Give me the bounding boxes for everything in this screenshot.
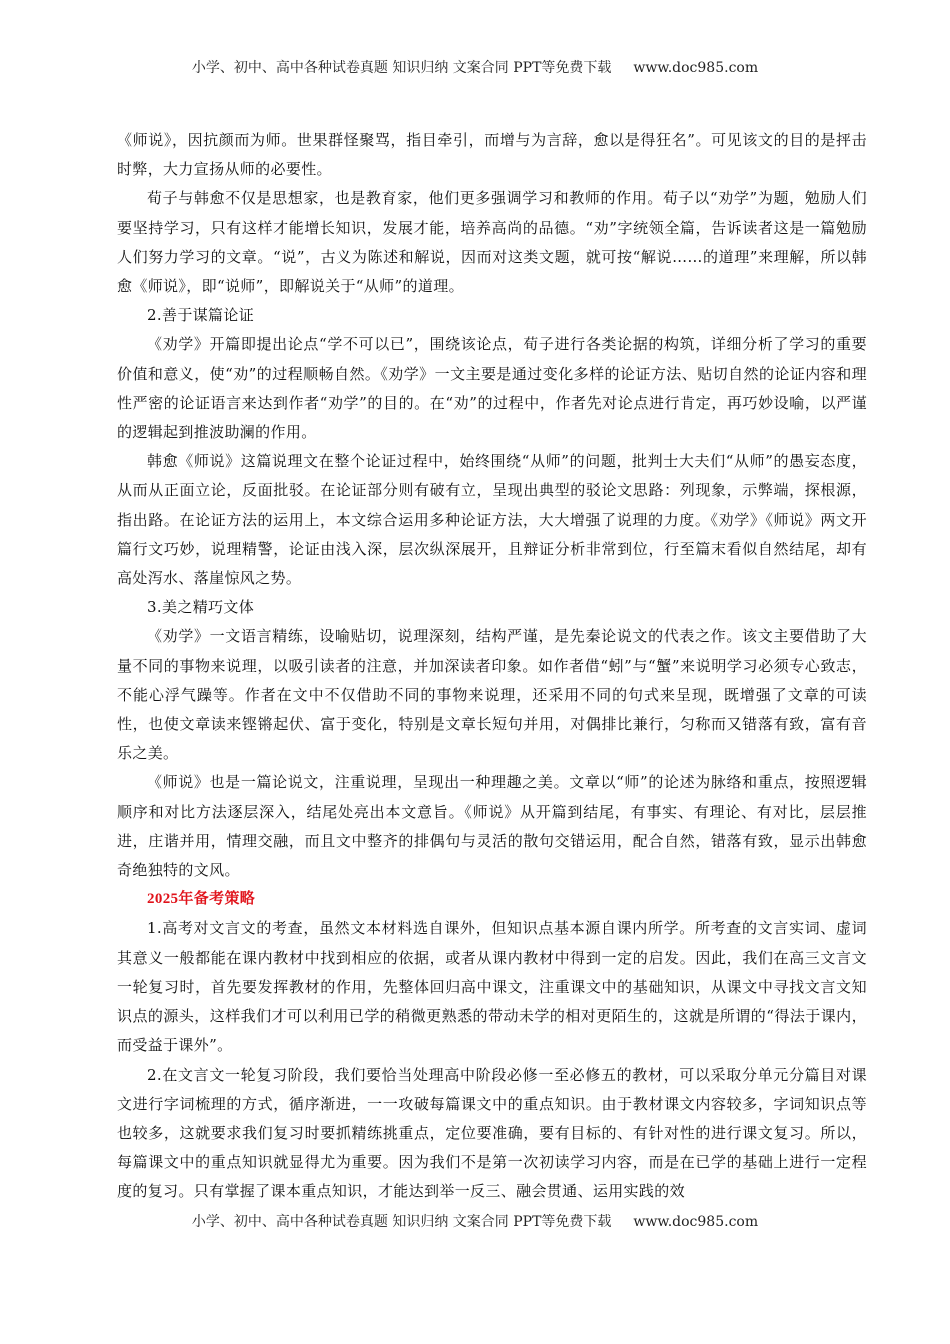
page-footer [0,1212,950,1232]
paragraph: 2.在文言文一轮复习阶段，我们要恰当处理高中阶段必修一至必修五的教材，可以采取分单元分篇目对课文进行字词梳理的方式，循序渐进，一一攻破每篇课文中的重点知识。由于教材课文内容较多，字词知识点等也较多，这就要求我们复习时要抓精练挑重点，定位要准确，要有目标的、有针对性的进行课文复习。所以，每篇课文中的重点知识就显得尤为重要。因为我们不是第一次初读学习内容，而是在已学的基础上进行一定程度的复习。只有掌握了课本重点知识，才能达到举一反三、融会贯通、运用实践的效 [117,1065,867,1201]
paragraph-continuation: 《师说》，因抗颜而为师。世果群怪聚骂，指目牵引，而增与为言辞，愈以是得狂名”。可见该文的目的是抨击时弊，大力宣扬从师的必要性。 [117,131,867,179]
footer-text: 小学、初中、高中各种试卷真题 知识归纳 文案合同 PPT等免费下载 [191,1214,612,1230]
paragraph: 韩愈《师说》这篇说理文在整个论证过程中，始终围绕“从师”的问题，批判士大夫们“从师”的愚妄态度，从而从正面立论，反面批驳。在论证部分则有破有立，呈现出典型的驳论文思路：列现象，示弊端，探根源，指出路。在论证方法的运用上，本文综合运用多种论证方法，大大增强了说理的力度。《劝学》《师说》两文开篇行文巧妙，说理精警，论证由浅入深，层次纵深展开，且辩证分析非常到位，行至篇末看似自然结尾，却有高处泻水、落崖惊风之势。 [117,452,867,588]
header-text: 小学、初中、高中各种试卷真题 知识归纳 文案合同 PPT等免费下载 [191,60,612,76]
document-body [117,126,867,1207]
section-heading: 3.美之精巧文体 [147,598,255,617]
paragraph: 《劝学》一文语言精练，设喻贴切，说理深刻，结构严谨，是先秦论说文的代表之作。该文主要借助了大量不同的事物来说理，以吸引读者的注意，并加深读者印象。如作者借“蚓”与“蟹”来说明学习必须专心致志，不能心浮气躁等。作者在文中不仅借助不同的事物来说理，还采用不同的句式来呈现，既增强了文章的可读性，也使文章读来铿锵起伏、富于变化，特别是文章长短句并用，对偶排比兼行，匀称而又错落有致，富有音乐之美。 [117,627,867,763]
strategy-heading: 2025年备考策略 [147,891,256,908]
header-site-link[interactable]: www.doc985.com [633,60,759,76]
paragraph: 《师说》也是一篇论说文，注重说理，呈现出一种理趣之美。文章以“师”的论述为脉络和重点，按照逻辑顺序和对比方法逐层深入，结尾处亮出本文意旨。《师说》从开篇到结尾，有事实、有理论、有对比，层层推进，庄谐并用，情理交融，而且文中整齐的排偶句与灵活的散句交错运用，配合自然，错落有致，显示出韩愈奇绝独特的文风。 [117,773,867,880]
paragraph: 《劝学》开篇即提出论点“学不可以已”，围绕该论点，荀子进行各类论据的构筑，详细分析了学习的重要价值和意义，使“劝”的过程顺畅自然。《劝学》一文主要是通过变化多样的论证方法、贴切自然的论证内容和理性严密的论证语言来达到作者“劝学”的目的。在“劝”的过程中，作者先对论点进行肯定，再巧妙设喻，以严谨的逻辑起到推波助澜的作用。 [117,335,867,442]
paragraph: 1.高考对文言文的考查，虽然文本材料选自课外，但知识点基本源自课内所学。所考查的文言实词、虚词其意义一般都能在课内教材中找到相应的依据，或者从课内教材中得到一定的启发。因此，我们在高三文言文一轮复习时，首先要发挥教材的作用，先整体回归高中课文，注重课文中的基础知识，从课文中寻找文言文知识点的源头，这样我们才可以利用已学的稍微更熟悉的带动未学的相对更陌生的，这就是所谓的“得法于课内，而受益于课外”。 [117,919,867,1055]
footer-site-link[interactable]: www.doc985.com [633,1214,759,1230]
section-heading: 2.善于谋篇论证 [147,306,255,325]
paragraph: 荀子与韩愈不仅是思想家，也是教育家，他们更多强调学习和教师的作用。荀子以“劝学”为题，勉励人们要坚持学习，只有这样才能增长知识，发展才能，培养高尚的品德。“劝”字统领全篇，告诉读者这是一篇勉励人们努力学习的文章。“说”，古义为陈述和解说，因而对这类文题，就可按“解说……的道理”来理解，所以韩愈《师说》，即“说师”，即解说关于“从师”的道理。 [117,189,867,296]
page-header [0,58,950,78]
